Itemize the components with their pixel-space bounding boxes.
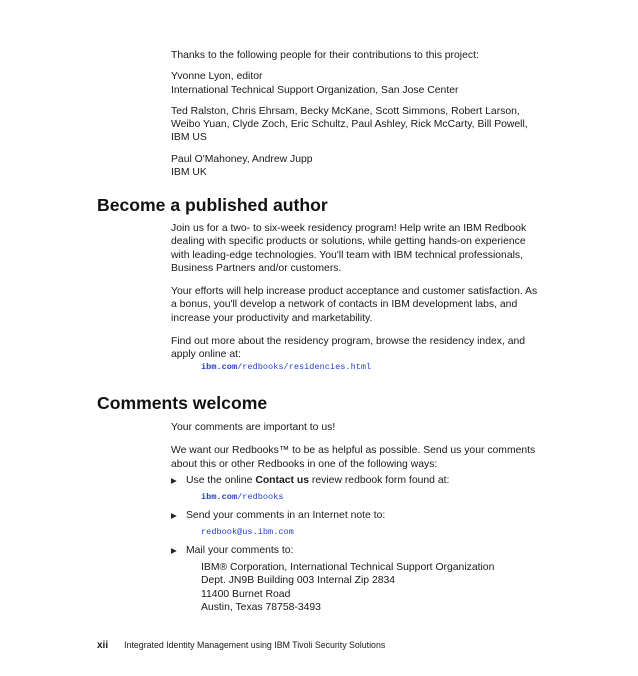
- section-heading-published-author: Become a published author: [97, 195, 328, 215]
- contributor-group-2: Ted Ralston, Chris Ehrsam, Becky McKane, Scott Simmons, Robert Larson, Weibo Yuan, Clyde Zoch, Eric Schultz, Paul Ashley, Rick McCarty, Bill Powell, IBM US: [171, 105, 528, 144]
- contact-us-label: Contact us: [255, 475, 310, 486]
- mailing-address: IBM® Corporation, International Technical Support Organization Dept. JN9B Building 003 Internal Zip 2834 11400 Burnet Road Austin, Texas 78758-3493: [201, 562, 495, 613]
- redbook-email-link[interactable]: redbook@us.ibm.com: [201, 527, 294, 537]
- author-paragraph-1: Join us for a two- to six-week residency program! Help write an IBM Redbook dealing with specific products or solutions, while getting hands-on experience with leading-edge technologies. You'll team with IBM technical professionals, Business Partners and/or customers.: [171, 223, 527, 274]
- contributor-group-3: Paul O'Mahoney, Andrew Jupp IBM UK: [171, 153, 313, 179]
- bullet-arrow-icon: ▶: [171, 476, 177, 485]
- section-heading-comments: Comments welcome: [97, 393, 268, 413]
- bullet-arrow-icon: ▶: [171, 546, 177, 555]
- author-paragraph-2: Your efforts will help increase product acceptance and customer satisfaction. As a bonus, you'll develop a network of contacts in IBM development labs, and increase your productivity and marketability.: [171, 286, 538, 324]
- contributors-block: [171, 49, 543, 179]
- contributor-group-1: Yvonne Lyon, editor International Technical Support Organization, San Jose Center: [171, 71, 459, 96]
- page-footer: [97, 639, 385, 652]
- redbooks-link[interactable]: ibm.com/redbooks: [201, 492, 284, 502]
- bullet-text: Mail your comments to:: [186, 545, 294, 556]
- comments-paragraph-2: We want our Redbooks™ to be as helpful as possible. Send us your comments about this or other Redbooks in one of the following ways:: [171, 445, 536, 470]
- comments-section-body: [171, 421, 543, 471]
- contributors-intro: Thanks to the following people for their contributions to this project:: [171, 50, 479, 61]
- bullet-text: Use the online Contact us review redbook form found at:: [186, 475, 450, 486]
- residencies-link[interactable]: ibm.com/redbooks/residencies.html: [201, 362, 372, 372]
- author-section-body: [171, 222, 543, 362]
- bullet-arrow-icon: ▶: [171, 511, 177, 520]
- comments-paragraph-1: Your comments are important to us!: [171, 422, 336, 433]
- bullet-text: Send your comments in an Internet note to:: [186, 510, 386, 521]
- author-paragraph-3: Find out more about the residency program, browse the residency index, and apply online at:: [171, 336, 526, 361]
- page-number: xii: [97, 640, 109, 651]
- book-title: Integrated Identity Management using IBM Tivoli Security Solutions: [124, 640, 386, 650]
